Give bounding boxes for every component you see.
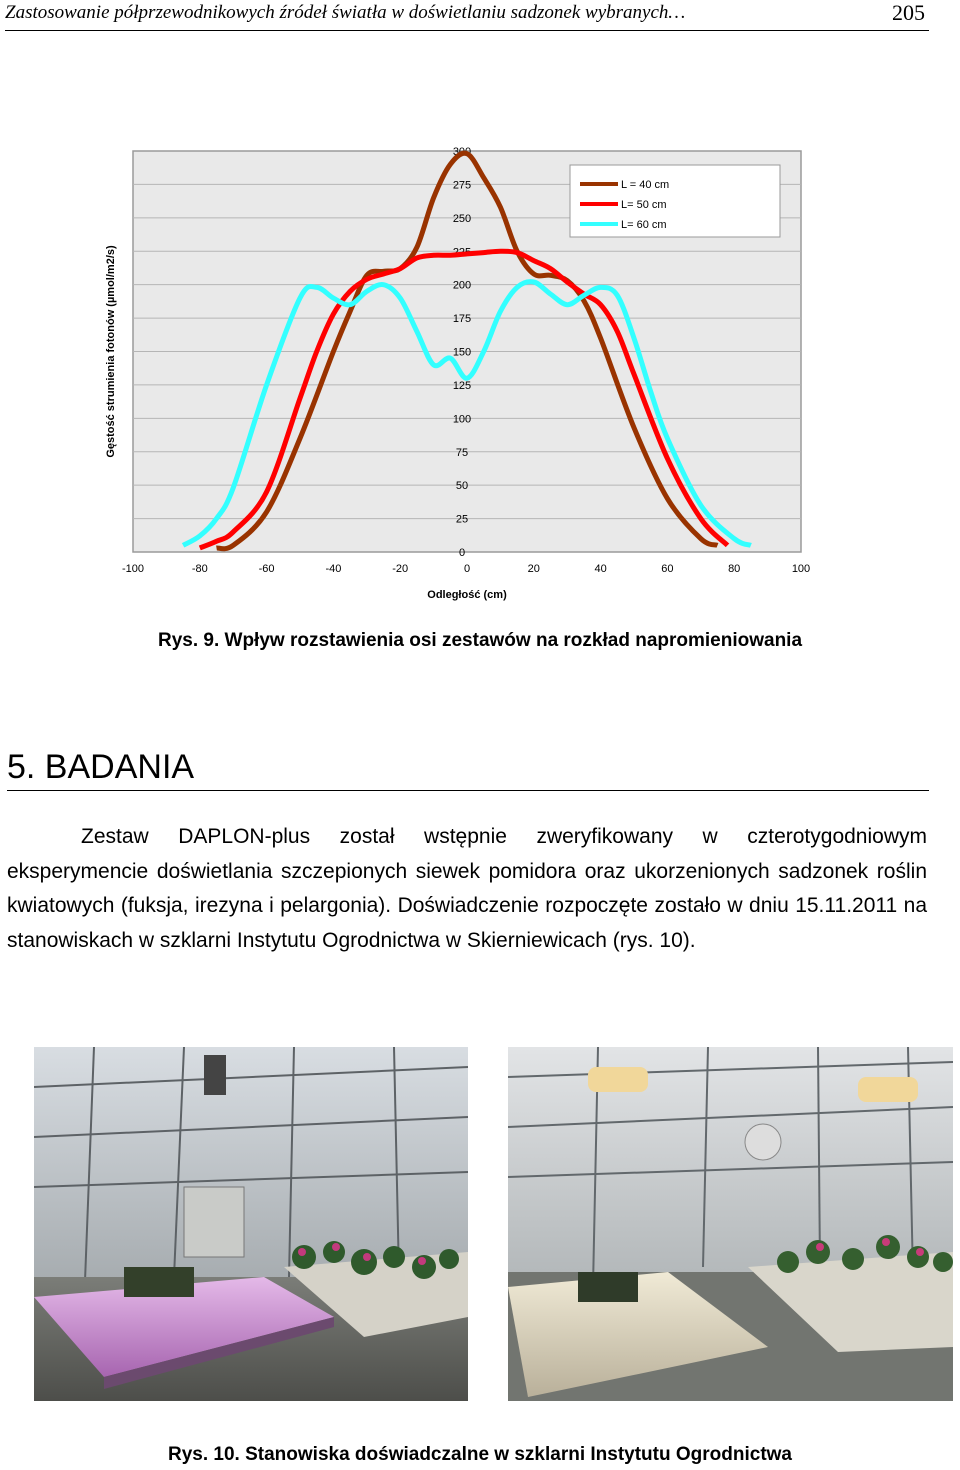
legend-label: L= 50 cm bbox=[621, 199, 667, 211]
y-tick-label: 300 bbox=[452, 146, 472, 158]
running-title: Zastosowanie półprzewodnikowych źródeł światła w doświetlaniu sadzonek wybranych… bbox=[5, 2, 686, 23]
y-tick-label: 50 bbox=[455, 480, 469, 493]
y-tick-label: 150 bbox=[452, 346, 472, 359]
greenhouse-photo-right bbox=[508, 1047, 953, 1401]
y-tick-label: 250 bbox=[452, 212, 472, 225]
section-heading-block bbox=[7, 748, 929, 791]
x-tick-label: 60 bbox=[661, 563, 674, 575]
x-tick-label: 0 bbox=[463, 563, 471, 575]
legend-label: L= 60 cm bbox=[621, 219, 667, 231]
y-tick-label: 100 bbox=[452, 413, 472, 426]
x-tick-label: 100 bbox=[791, 563, 811, 575]
x-tick-label: 80 bbox=[728, 563, 741, 575]
irradiance-chart bbox=[95, 138, 875, 608]
x-tick-label: -20 bbox=[392, 563, 409, 575]
y-tick-label: 225 bbox=[452, 246, 472, 259]
greenhouse-photo-left bbox=[34, 1047, 468, 1401]
y-tick-label: 75 bbox=[455, 446, 469, 459]
y-axis-label: Gęstość strumienia fotonów (µmol/m2/s) bbox=[105, 245, 117, 458]
y-tick-label: 25 bbox=[455, 513, 469, 526]
y-tick-label: 125 bbox=[452, 379, 472, 392]
x-tick-label: -40 bbox=[325, 563, 342, 575]
body-paragraph: Zestaw DAPLON-plus został wstępnie zweryfikowany w czterotygodniowym eksperymencie doświetlania szczepionych siewek pomidora oraz ukorzenionych sadzonek roślin kwiatowych (fuksja, irezyna i pelargonia). Doświadczenie rozpoczęte zostało w dniu 15.11.2011 na stanowiskach w szklarni Instytutu Ogrodnictwa w Skierniewicach (rys. 10). bbox=[7, 825, 927, 952]
y-tick-label: 200 bbox=[452, 279, 472, 292]
page-number: 205 bbox=[892, 0, 925, 25]
y-tick-label: 275 bbox=[452, 179, 472, 192]
y-tick-label: 175 bbox=[452, 313, 472, 326]
x-tick-label: 20 bbox=[527, 563, 540, 575]
section-heading: 5. BADANIA bbox=[7, 748, 195, 786]
y-tick-label: 0 bbox=[458, 547, 466, 559]
x-tick-label: 40 bbox=[594, 563, 607, 575]
x-axis-label: Odległość (cm) bbox=[427, 589, 507, 601]
figure-9-caption: Rys. 9. Wpływ rozstawienia osi zestawów na rozkład napromieniowania bbox=[157, 630, 803, 651]
x-tick-label: -80 bbox=[191, 563, 208, 575]
legend-box bbox=[570, 165, 780, 237]
running-header bbox=[5, 0, 929, 31]
x-tick-label: -60 bbox=[258, 563, 275, 575]
figure-10-caption: Rys. 10. Stanowiska doświadczalne w szklarni Instytutu Ogrodnictwa bbox=[168, 1444, 792, 1465]
x-tick-label: -100 bbox=[121, 563, 145, 575]
legend-label: L = 40 cm bbox=[621, 179, 670, 191]
